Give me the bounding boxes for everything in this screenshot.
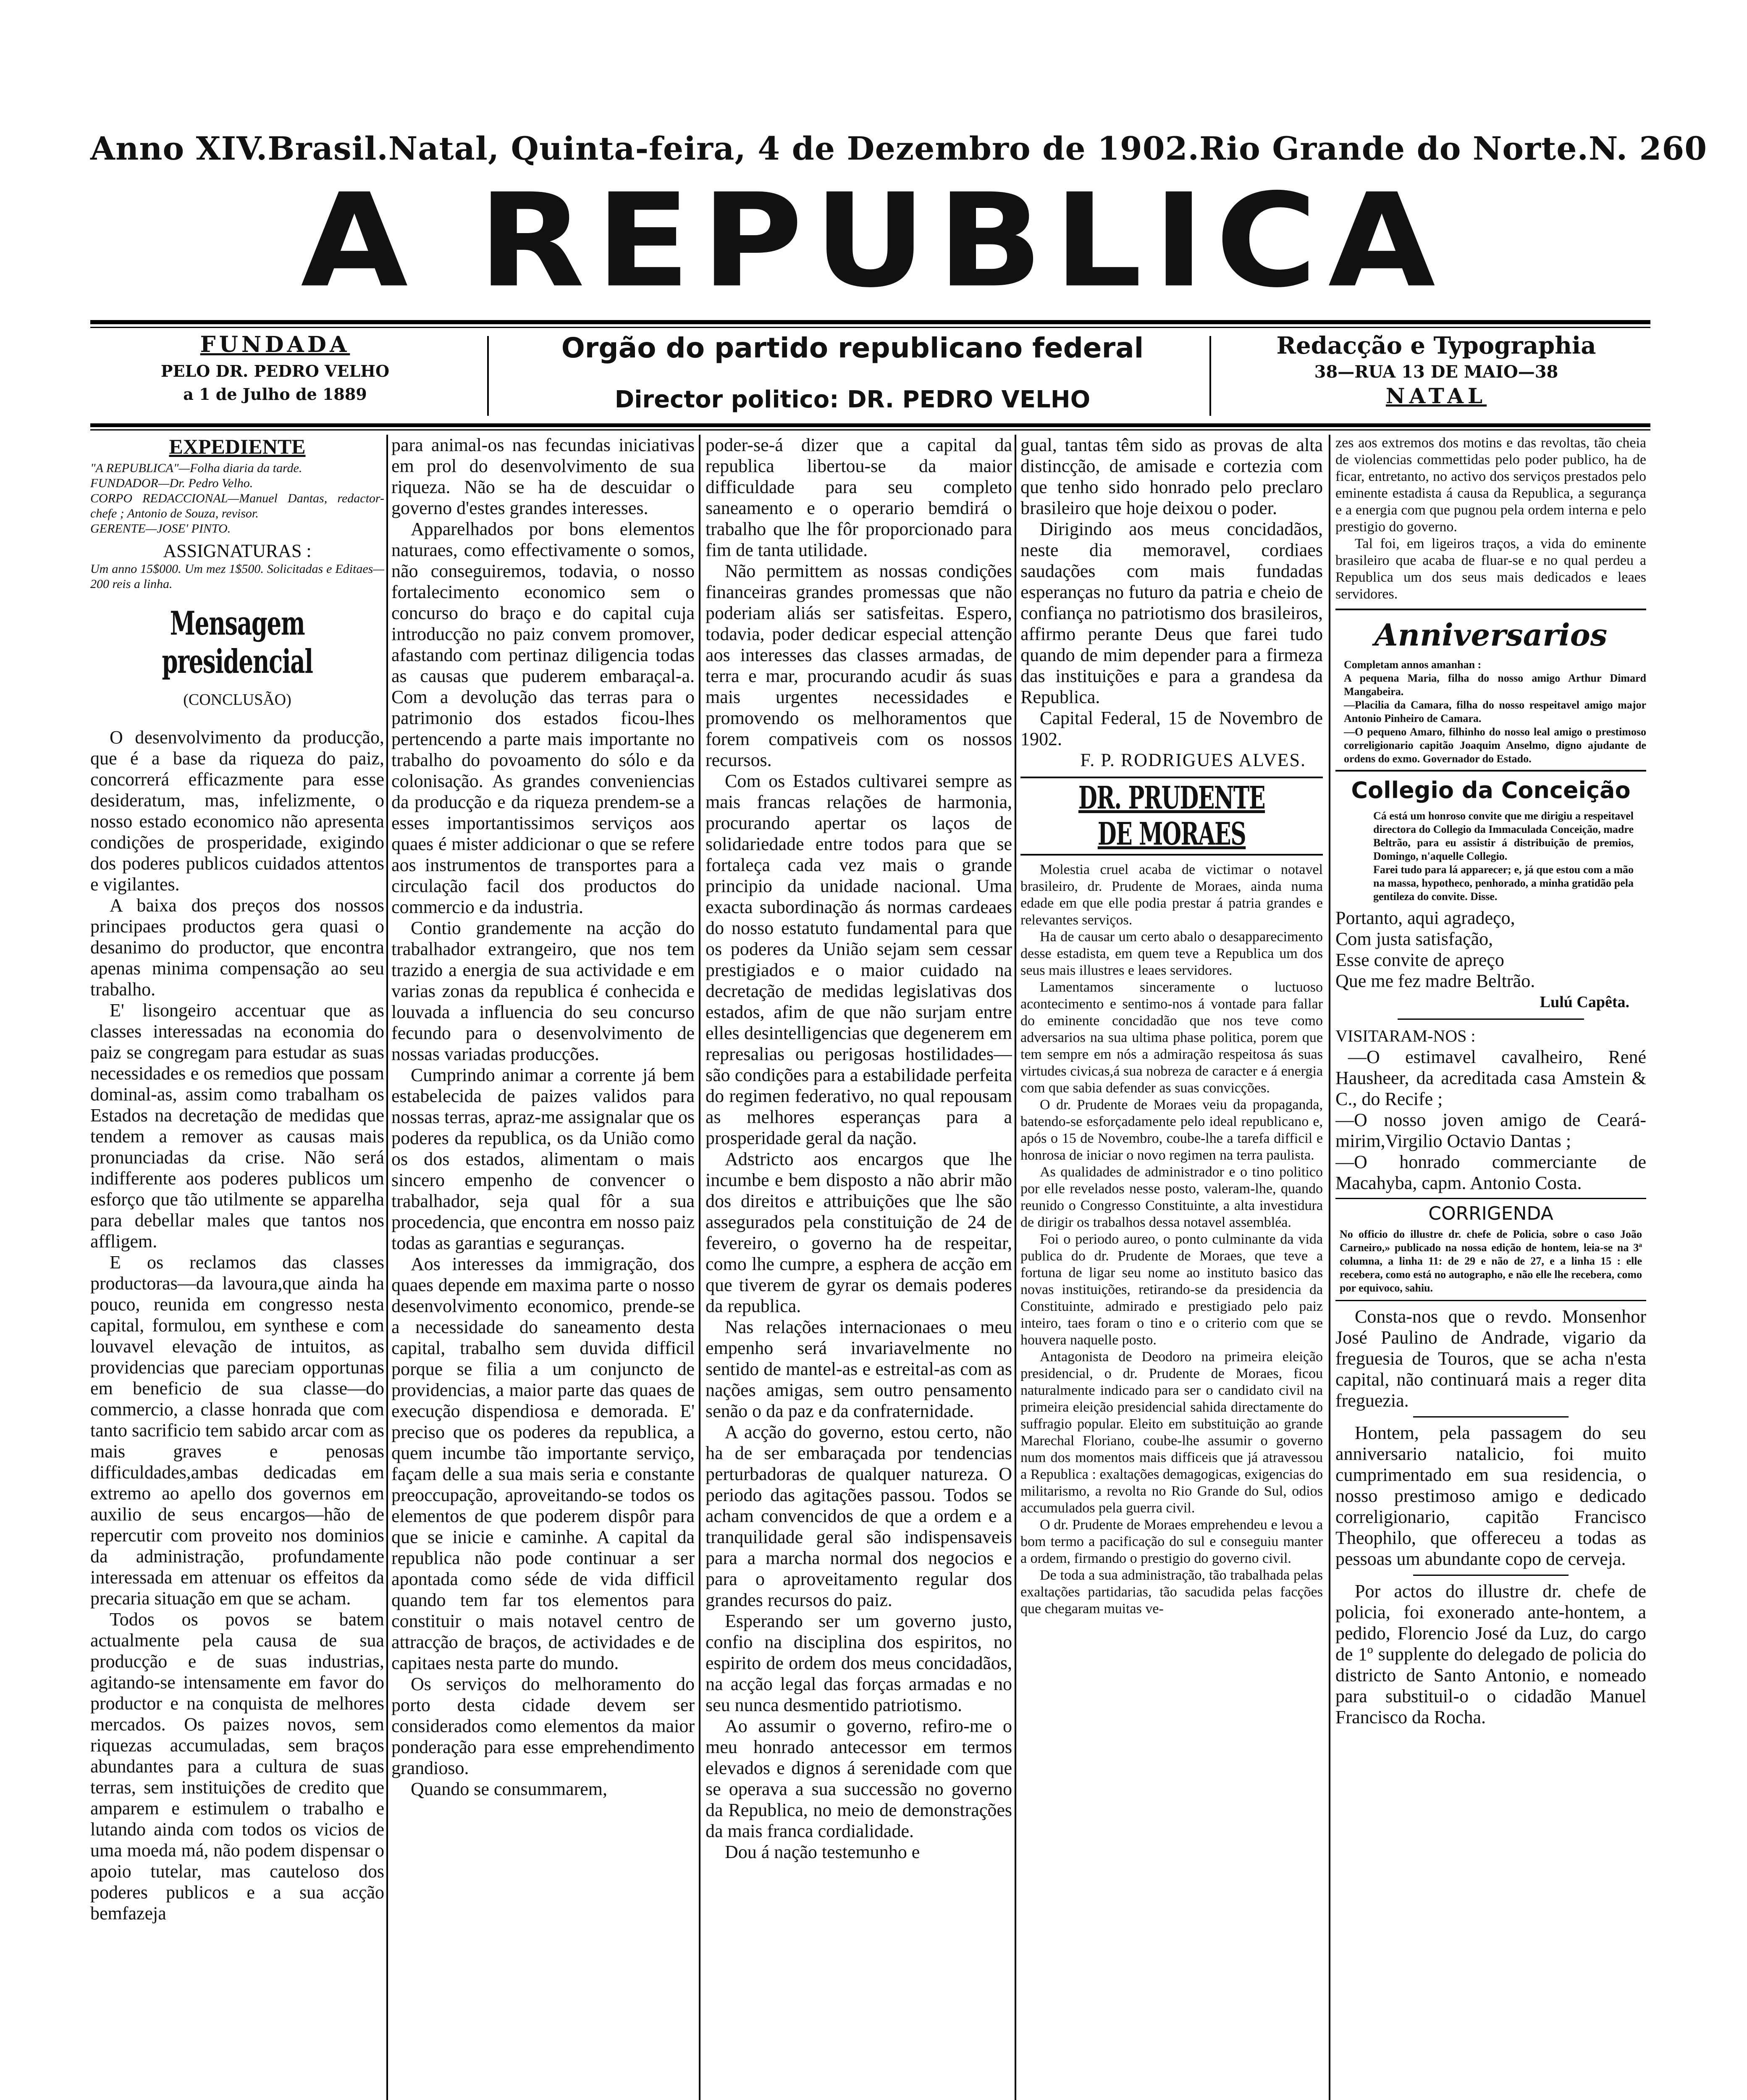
paragraph: Contio grandemente na acção do trabalhador extrangeiro, que nos tem trazido a energia de sua actividade e em varias zonas da republica é conhecida e louvada a influencia do seu concurso fecundo para o desenvolvimento de nossas variadas producções.	[391, 918, 695, 1064]
corrigenda-heading: CORRIGENDA	[1428, 1203, 1553, 1224]
city-label: NATAL	[1385, 383, 1487, 408]
column-divider	[386, 435, 388, 2100]
paragraph: A baixa dos preços dos nossos principaes productos gera quasi o desanimo do productor, que encontra apenas minima compensação ao seu trabalho.	[90, 895, 384, 1000]
column-3	[706, 435, 1012, 2100]
section-rule	[1335, 1300, 1646, 1301]
column-divider	[699, 435, 700, 2100]
paragraph: O dr. Prudente de Moraes emprehendeu e levou a bom termo a pacificação do sul e conseguiu manter a ordem, firmando o prestigio do governo civil.	[1020, 1517, 1323, 1566]
paragraph: O dr. Prudente de Moraes veiu da propaganda, batendo-se esforçadamente pelo ideal republicano e, após o 15 de Novembro, coube-lhe a tarefa difficil e honrosa de iniciar o novo regimen na terra paulista.	[1020, 1097, 1323, 1163]
column-5	[1335, 435, 1646, 2100]
paragraph: Quando se consummarem,	[411, 1779, 607, 1799]
state: Rio Grande do Norte.	[1199, 129, 1589, 167]
collegio-heading: Collegio da Conceição	[1351, 777, 1631, 803]
collegio-text: Cá está um honroso convite que me dirigiu a respeitavel directora do Collegio da Immaculada Conceição, madre Beltrão, para eu assistir á distribuição de premios, Domingo, n'aquelle Collegio. Farei tudo para lá apparecer; e, já que estou com a mão na massa, hypotheco, penhorado, a minha gratidão pela gentileza do convite. Disse.	[1373, 810, 1634, 903]
paragraph: Ao assumir o governo, refiro-me o meu honrado antecessor em termos elevados e dignos á serenidade com que se operava a sua successão no governo da Republica, no meio de demonstrações da mais franca cordialidade.	[706, 1716, 1012, 1841]
paragraph: E' lisongeiro accentuar que as classes interessadas na economia do paiz se congregam para estudar as suas necessidades e os remedios que possam dominal-as, assim como trabalham os Estados na decretação de medidas que tendem a remover as causas mais pronunciadas da crise. Não será indifferente aos poderes publicos um esforço que tão utilmente se apparelha para debellar males que tantos nos affligem.	[90, 1000, 384, 1252]
section-rule	[1335, 770, 1646, 772]
paragraph: Dou á nação testemunho e	[725, 1842, 920, 1862]
header-bottom-rule	[90, 423, 1650, 427]
paragraph: Molestia cruel acaba de victimar o notavel brasileiro, dr. Prudente de Moraes, ainda numa edade em que elle podia prestar á patria grandes e relevantes serviços.	[1020, 862, 1323, 928]
issue-year: Anno XIV.	[90, 129, 268, 167]
corrigenda-text: No officio do illustre dr. chefe de Policia, sobre o caso João Carneiro,» publicado na nossa edição de hontem, leia-se na 3ª columna, a linha 11: de 29 e não de 27, e a linha 15 : elle recebera, como está no autographo, e não elle lhe recebera, como por equivoco, sahiu.	[1340, 1228, 1642, 1294]
paragraph: Aos interesses da immigração, dos quaes depende em maxima parte o nosso desenvolvimento economico, prende-se a necessidade do saneamento desta capital, trabalho sem duvida difficil porque se filia a um conjuncto de providencias, a maior parte das quaes de execução dispendiosa e demorada. E' preciso que os poderes da republica, a quem incumbe tão importante serviço, façam delle a sua mais seria e constante preoccupação, aproveitando-se todos os elementos de que poderem dispôr para que se inicie e caminhe. A capital da republica não pode continuar a ser apontada como séde de vida difficil quando tem far tos elementos para constituir o mais notavel centro de attracção de braços, de actividades e de capitaes nesta parte do mundo.	[391, 1254, 695, 1673]
section-rule	[1398, 1018, 1584, 1020]
founded-date: a 1 de Julho de 1889	[183, 385, 367, 404]
paragraph: Hontem, pela passagem do seu anniversario natalicio, foi muito cumprimentado em sua residencia, o nosso prestimoso amigo e dedicado correligionario, capitão Francisco Theophilo, que offereceu a todas as pessoas um abundante copo de cerveja.	[1335, 1423, 1646, 1569]
prudente-heading: DR. PRUDENTE DE MORAES	[1078, 780, 1265, 852]
column-2	[391, 435, 695, 2100]
section-rule	[1413, 1416, 1569, 1418]
paragraph: Todos os povos se batem actualmente pela causa de sua producção e de suas industrias, agitando-se intensamente em favor do productor e na conquista de melhores mercados. Os paizes novos, sem riquezas accumuladas, sem braços abundantes para a cultura de suas terras, sem instituições de credito que amparem e estimulem o trabalho e lutando ainda com todos os vicios de uma moeda má, não podem dispensar o apoio tutelar, mas cauteloso dos poderes publicos e a sua acção bemfazeja	[90, 1609, 384, 1924]
expediente-heading: EXPEDIENTE	[169, 435, 306, 458]
paragraph: Lamentamos sinceramente o luctuoso acontecimento e sentimo-nos á vontade para fallar do eminente concidadão que nos teve como adversarios na sua ultima phase politica, porem que tem sempre em nós a admiração respeitosa ás suas virtudes civicas,á sua nobreza de caracter e á energia com que sabia defender as suas convicções.	[1020, 979, 1323, 1096]
expediente-text: "A REPUBLICA"—Folha diaria da tarde. FUNDADOR—Dr. Pedro Velho. CORPO REDACCIONAL—Manuel Dantas, redactor-chefe ; Antonio de Souza, revisor. GERENTE—JOSE' PINTO.	[90, 461, 384, 536]
paragraph: Dirigindo aos meus concidadãos, neste dia memoravel, cordiaes saudações com mais fundadas esperanças no futuro da patria e cheio de confiança no patriotismo dos brasileiros, affirmo perante Deus que farei tudo quando de mim depender para a firmeza das instituições e para a grandesa da Republica.	[1020, 519, 1323, 707]
section-rule	[1413, 1575, 1569, 1576]
country: Brasil.	[268, 129, 388, 167]
masthead-rule	[90, 320, 1650, 324]
issue-number: N. 260	[1589, 129, 1708, 167]
founder: PELO DR. PEDRO VELHO	[160, 362, 390, 381]
address-box	[1222, 332, 1650, 412]
paragraph: Apparelhados por bons elementos naturaes, como effectivamente o somos, não conseguiremos, todavia, o nosso fortalecimento economico sem o concurso do braço e do capital cuja introducção no paiz convem promover, afastando com pertinaz diligencia todas as causas que puderem embaraçal-a. Com a devolução das terras para o patrimonio dos estados ficou-lhes pertencendo a parte mais importante no trabalho do povoamento do sólo e da colonisação. As grandes conveniencias da producção e da riqueza prendem-se a esses importantissimos serviços aos quaes é mister addicionar o que se refere aos instrumentos de transportes para a circulação facil dos productos do commercio e da industria.	[391, 519, 695, 917]
column-1	[90, 435, 384, 2100]
column-divider	[1015, 435, 1016, 2100]
paragraph: De toda a sua administração, tão trabalhada pelas exaltações partidarias, tão sacudida pelas facções que chegaram muitas ve-	[1020, 1567, 1323, 1617]
paragraph: poder-se-á dizer que a capital da republica libertou-se da maior difficuldade para seu completo saneamento e o operario bemdirá o trabalho que lhe fôr proporcionado para fim de tanta utilidade.	[706, 435, 1012, 560]
paragraph: Com os Estados cultivarei sempre as mais francas relações de harmonia, procurando apertar os laços de solidariedade entre todos para que se fortaleça cada vez mais o grande principio da unidade nacional. Uma exacta subordinação ás normas cardeaes do nosso estatuto fundamental para que os poderes da União sejam sem cessar prestigiados e o maior cuidado na decretação de medidas legislativas dos estados, afim de que não surjam entre elles desintelligencias que degenerem em represalias ou perigosas hostilidades—são condições para a estabilidade perfeita do regimen federativo, no qual repousam as melhores esperanças para a prosperidade geral da nação.	[706, 771, 1012, 1148]
paragraph: Por actos do illustre dr. chefe de policia, foi exonerado ante-hontem, a pedido, Florencio José da Luz, do cargo de 1º supplente do delegado de policia do districto de Santo Antonio, e nomeado para substituil-o o cidadão Manuel Francisco da Rocha.	[1335, 1581, 1646, 1727]
paragraph: Foi o periodo aureo, o ponto culminante da vida publica do dr. Prudente de Moraes, que teve a fortuna de ligar seu nome ao instituto basico das novas instituições, retirando-se da presidencia da Constituinte, admirado e prestigiado pelo paiz inteiro, taes foram o tino e o criterio com que se houvera naquelle posto.	[1020, 1231, 1323, 1348]
header-divider	[487, 336, 489, 416]
paragraph: zes aos extremos dos motins e das revoltas, tão cheia de violencias commettidas pelo poder publico, ha de ficar, entretanto, no activo dos serviços prestados pelo eminente estadista á causa da Republica, a segurança e a energia com que pugnou pela ordem interna e pelo prestigio do governo.	[1335, 435, 1646, 535]
poem-signature: Lulú Capêta.	[1540, 993, 1629, 1011]
column-divider	[1329, 435, 1330, 2100]
poem: Portanto, aqui agradeço, Com justa satisfação, Esse convite de apreço Que me fez madre Beltrão.	[1335, 908, 1535, 991]
subscriptions-heading: ASSIGNATURAS :	[163, 541, 312, 561]
paragraph: As qualidades de administrador e o tino politico por elle revelados nesse posto, valeram-lhe, quando reunido o Congresso Constituinte, a alta investidura de dirigir os trabalhos dessa notavel assembléa.	[1020, 1164, 1323, 1230]
message-heading: Mensagem presidencial	[162, 604, 313, 681]
newspaper-title: A REPUBLICA	[301, 165, 1446, 316]
section-rule	[1335, 609, 1646, 610]
paragraph: para animal-os nas fecundas iniciativas em prol do desenvolvimento de sua riqueza. Não se ha de descuidar o governo d'estes grandes interesses.	[391, 435, 695, 518]
street-address: 38—RUA 13 DE MAIO—38	[1314, 362, 1558, 382]
anniversaries-heading: Anniversarios	[1374, 617, 1608, 653]
director-line: Director politico: DR. PEDRO VELHO	[614, 386, 1091, 413]
section-rule	[1335, 1198, 1646, 1199]
visitors-heading: VISITARAM-NOS :	[1335, 1026, 1476, 1045]
organ-line: Orgão do partido republicano federal	[561, 332, 1144, 364]
subscriptions-text: Um anno 15$000. Um mez 1$500. Solicitadas e Editaes—200 reis a linha.	[90, 562, 384, 591]
paragraph: Consta-nos que o revdo. Monsenhor José Paulino de Andrade, vigario da freguesia de Touros, que se acha n'esta capital, não continuará mais a reger dita freguezia.	[1335, 1306, 1646, 1411]
paragraph: Adstricto aos encargos que lhe incumbe e bem disposto a não abrir mão dos direitos e attribuições que lhe são assegurados pela constituição de 24 de fevereiro, o governo ha de respeitar, como lhe cumpre, a esphera de acção em que tiverem de gyrar os demais poderes da republica.	[706, 1149, 1012, 1316]
paragraph: E os reclamos das classes productoras—da lavoura,que ainda ha pouco, reunida em congresso nesta capital, formulou, em synthese e com louvavel elevação de intuitos, as providencias que pareciam opportunas em beneficio de sua classe—do commercio, a classe honrada que com tanto sacrificio tem sabido arcar com as mais graves e penosas difficuldades,ambas dedicadas em extremo ao apello dos governos em auxilio de seus encargos—hão de repercutir com proveito nos dominios da administração, profundamente interessada em attenuar os effeitos da precaria situação em que se acham.	[90, 1252, 384, 1609]
header-bottom-rule-thin	[90, 429, 1650, 430]
signature: F. P. RODRIGUES ALVES.	[1080, 750, 1306, 770]
paragraph: Ha de causar um certo abalo o desapparecimento desse estadista, em quem teve a Republica um dos seus mais illustres e leaes servidores.	[1020, 929, 1323, 978]
paragraph: Antagonista de Deodoro na primeira eleição presidencial, o dr. Prudente de Moraes, ficou naturalmente indicado para ser o candidato civil na primeira eleição presidencial sahida directamente do suffragio popular. Eleito em substituição ao grande Marechal Floriano, coube-lhe assumir o governo num dos momentos mais difficeis que já atravessou a Republica : exaltações demagogicas, exigencias do militarismo, a revolta no Rio Grande do Sul, odios accumulados pela guerra civil.	[1020, 1349, 1323, 1516]
dateline	[90, 125, 1708, 171]
masthead-rule-thin	[90, 327, 1650, 328]
column-4	[1020, 435, 1323, 2100]
paragraph: Não permittem as nossas condições financeiras grandes promessas que não poderiam aliás ser satisfeitas. Espero, todavia, poder dedicar especial attenção aos interesses das classes armadas, de terra e mar, procurando acudir ás suas mais urgentes necessidades e promovendo os melhoramentos que forem compativeis com os nossos recursos.	[706, 561, 1012, 770]
paragraph: gual, tantas têm sido as provas de alta distincção, de amisade e cortezia com que tenho sido honrado pelo preclaro brasileiro que hoje deixou o poder.	[1020, 435, 1323, 518]
paragraph: A acção do governo, estou certo, não ha de ser embaraçada por tendencias perturbadoras de qualquer natureza. O periodo das agitações passou. Todos se acham convencidos de que a ordem e a tranquilidade geral são indispensaveis para a marcha normal dos negocios e para o aproveitamento regular dos grandes recursos do paiz.	[706, 1422, 1012, 1610]
issue-date: Natal, Quinta-feira, 4 de Dezembro de 1902.	[388, 129, 1200, 167]
organ-box	[496, 332, 1209, 412]
paragraph: Capital Federal, 15 de Novembro de 1902.	[1020, 708, 1323, 749]
paragraph: O desenvolvimento da producção, que é a base da riqueza do paiz, concorrerá efficazmente para esse desideratum, mas, infelizmente, o nosso estado economico não apresenta condições de prosperidade, exigindo dos poderes publicos cuidados attentos e vigilantes.	[90, 727, 384, 895]
paragraph: Nas relações internacionaes o meu empenho será invariavelmente no sentido de mantel-as e estreital-as com as nações amigas, sem outro pensamento senão o da paz e da confraternidade.	[706, 1317, 1012, 1421]
paragraph: Esperando ser um governo justo, confio na disciplina dos espiritos, no espirito de ordem dos meus concidadãos, na acção legal das forças armadas e no seu nunca desmentido patriotismo.	[706, 1611, 1012, 1715]
message-subtitle: (CONCLUSÃO)	[183, 691, 291, 709]
header-divider	[1209, 336, 1211, 416]
anniversaries-text: Completam annos amanhan : A pequena Maria, filha do nosso amigo Arthur Dimard Mangabeira. —Placilia da Camara, filha do nosso respeitavel amigo major Antonio Pinheiro de Camara. —O pequeno Amaro, filhinho do nosso leal amigo o prestimoso correligionario capitão Joaquim Anselmo, digno ajudante de ordens do exmo. Governador do Estado.	[1344, 659, 1646, 765]
paragraph: Os serviços do melhoramento do porto desta cidade devem ser considerados como elementos da maior ponderação para esse emprehendimento grandioso.	[391, 1674, 695, 1778]
redacao-label: Redacção e Typographia	[1276, 332, 1596, 360]
paragraph: Tal foi, em ligeiros traços, a vida do eminente brasileiro que acaba de fluar-se e no qual perdeu a Republica um dos seus mais dedicados e leaes servidores.	[1335, 536, 1646, 602]
founded-box	[90, 332, 460, 412]
paragraph: Cumprindo animar a corrente já bem estabelecida de paizes validos para nossas terras, apraz-me assignalar que os poderes da republica, os da União como os dos estados, alimentam o mais sincero empenho de convencer o trabalhador, seja qual fôr a sua procedencia, que encontra em nosso paiz todas as garantias e seguranças.	[391, 1065, 695, 1253]
founded-label: FUNDADA	[200, 332, 350, 357]
visitors-text: —O estimavel cavalheiro, René Hausheer, da acreditada casa Amstein & C., do Recife ; —O nosso joven amigo de Ceará-mirim,Virgilio Octavio Dantas ; —O honrado commerciante de Macahyba, capm. Antonio Costa.	[1335, 1047, 1646, 1193]
